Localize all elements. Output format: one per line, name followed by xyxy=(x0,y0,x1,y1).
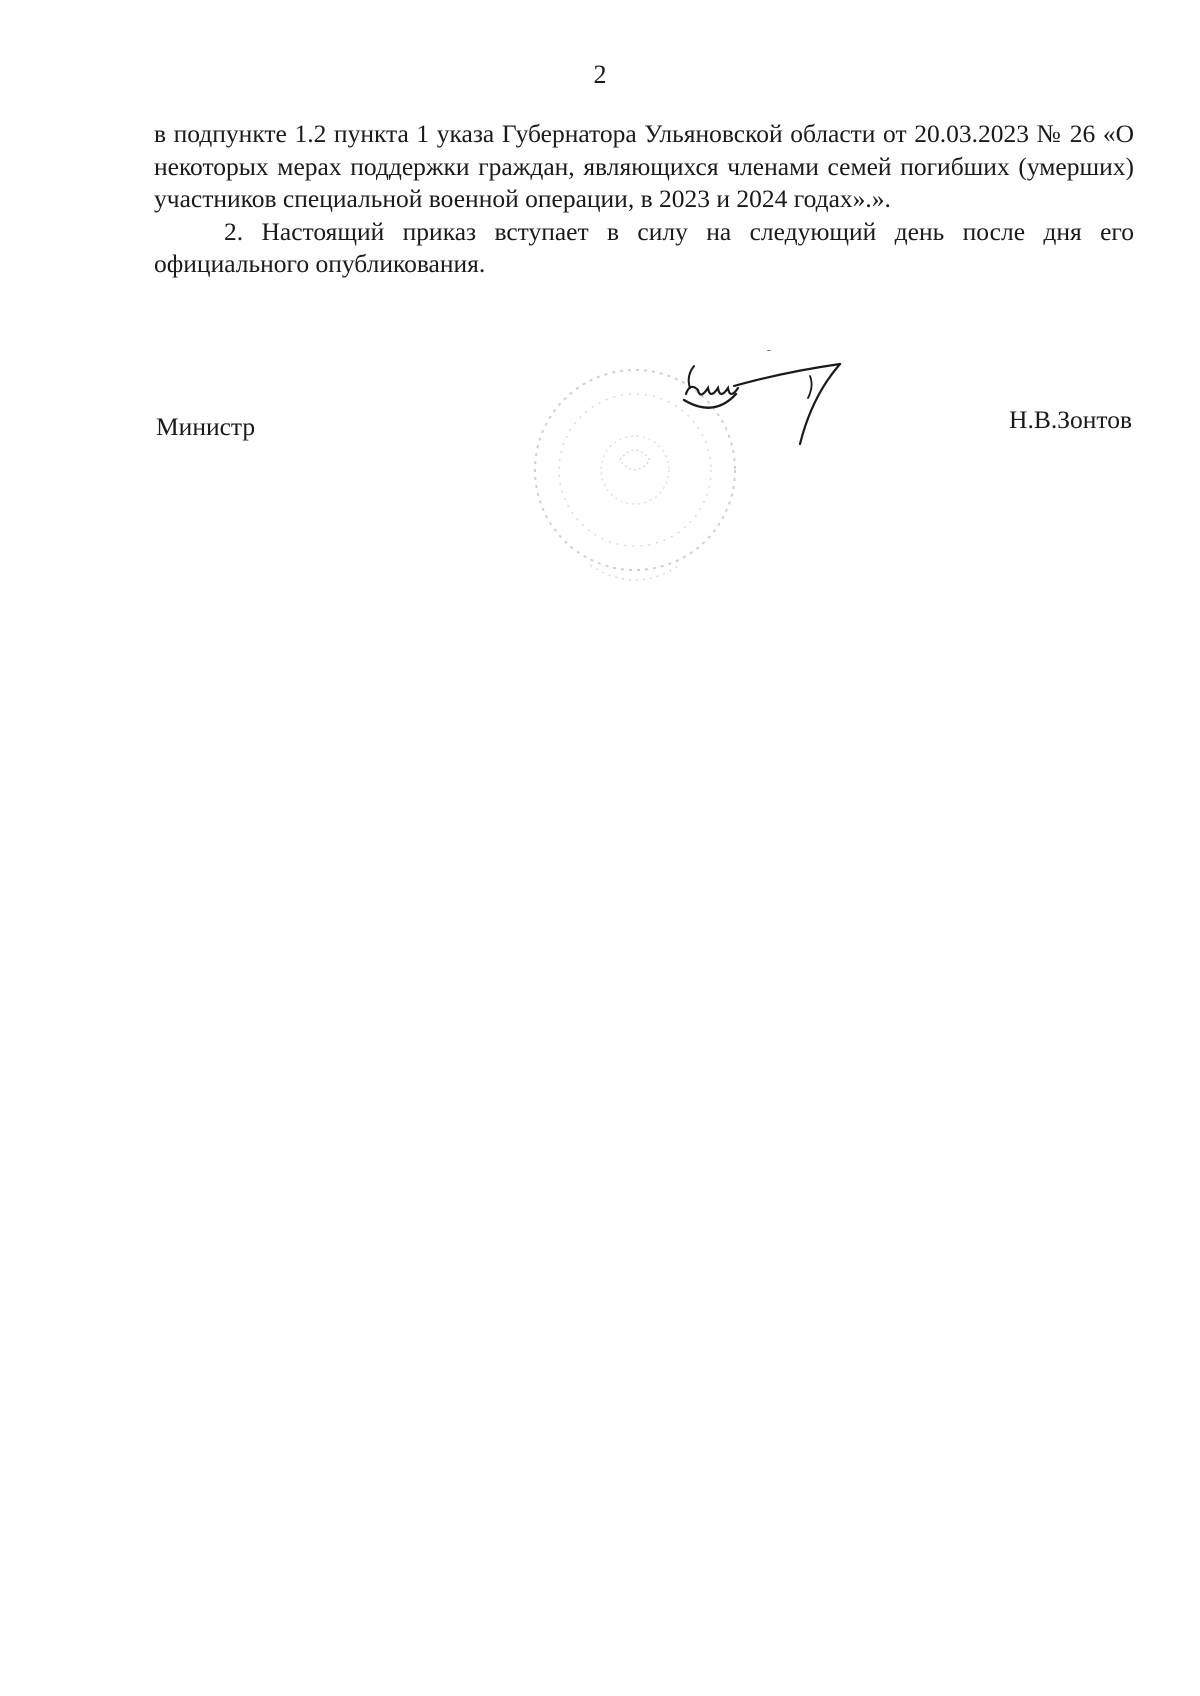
paragraph-effective-date: 2. Настоящий приказ вступает в силу на следующий день после дня его официального опубликования. xyxy=(154,216,1134,278)
paragraph-continuation: в подпункте 1.2 пункта 1 указа Губернатора Ульяновской области от 20.03.2023 № 26 «О некоторых мерах поддержки граждан, являющихся членами семей погибших (умерших) участников специальной военной операции, в 2023 и 2024 годах».». xyxy=(154,119,1134,213)
handwritten-signature-image xyxy=(680,350,860,450)
signatory-name: Н.В.Зонтов xyxy=(1009,405,1132,434)
signatory-title: Министр xyxy=(156,412,256,441)
document-body xyxy=(154,118,1134,281)
seal-emblem xyxy=(620,450,650,470)
page-number: 2 xyxy=(593,60,607,89)
seal-tail xyxy=(590,565,680,580)
